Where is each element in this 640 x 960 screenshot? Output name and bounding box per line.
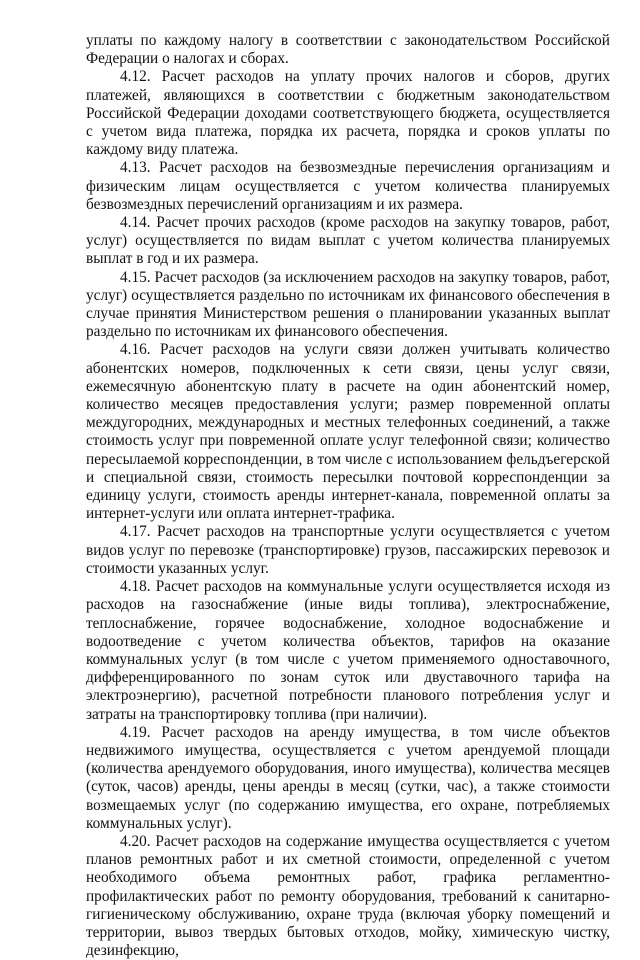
paragraph-4-17: 4.17. Расчет расходов на транспортные услуги осуществляется с учетом видов услуг по перевозке (транспортировке) грузов, пассажирских перевозок и стоимости указанных услуг. [86, 523, 610, 577]
paragraph-4-19: 4.19. Расчет расходов на аренду имущества, в том числе объектов недвижимого имущества, осуществляется с учетом арендуемой площади (количества арендуемого оборудования, иного имущества), количества месяцев (суток, часов) аренды, цены аренды в месяц (сутки, час), а также стоимости возмещаемых услуг (по содержанию имущества, его охране, потребляемых коммунальных услуг). [86, 723, 610, 832]
paragraph-4-18: 4.18. Расчет расходов на коммунальные услуги осуществляется исходя из расходов на газоснабжение (иные виды топлива), электроснабжение, теплоснабжение, горячее водоснабжение, холодное водоснабжение и водоотведение с учетом количества объектов, тарифов на оказание коммунальных услуг (в том числе с учетом применяемого одноставочного, дифференцированного по зонам суток или двуставочного тарифа на электроэнергию), расчетной потребности планового потребления услуг и затраты на транспортировку топлива (при наличии). [86, 578, 610, 723]
paragraph-4-12: 4.12. Расчет расходов на уплату прочих налогов и сборов, других платежей, являющихся в соответствии с бюджетным законодательством Российской Федерации доходами соответствующего бюджета, осуществляется с учетом вида платежа, порядка их расчета, порядка и сроков уплаты по каждому виду платежа. [86, 68, 610, 159]
paragraph-4-13: 4.13. Расчет расходов на безвозмездные перечисления организациям и физическим лицам осуществляется с учетом количества планируемых безвозмездных перечислений организациям и их размера. [86, 159, 610, 213]
paragraph-4-16: 4.16. Расчет расходов на услуги связи должен учитывать количество абонентских номеров, подключенных к сети связи, цены услуг связи, ежемесячную абонентскую плату в расчете на один абонентский номер, количество месяцев предоставления услуги; размер повременной оплаты междугородних, международных и местных телефонных соединений, а также стоимость услуг при повременной оплате услуг телефонной связи; количество пересылаемой корреспонденции, в том числе с использованием фельдъегерской и специальной связи, стоимость пересылки почтовой корреспонденции за единицу услуги, стоимость аренды интернет-канала, повременной оплаты за интернет-услуги или оплата интернет-трафика. [86, 341, 610, 523]
paragraph-4-15: 4.15. Расчет расходов (за исключением расходов на закупку товаров, работ, услуг) осуществляется раздельно по источникам их финансового обеспечения в случае принятия Министерством решения о планировании указанных выплат раздельно по источникам их финансового обеспечения. [86, 268, 610, 341]
paragraph-continuation: уплаты по каждому налогу в соответствии с законодательством Российской Федерации о налогах и сборах. [86, 32, 610, 68]
paragraph-4-14: 4.14. Расчет прочих расходов (кроме расходов на закупку товаров, работ, услуг) осуществляется по видам выплат с учетом количества планируемых выплат в год и их размера. [86, 214, 610, 268]
paragraph-4-20: 4.20. Расчет расходов на содержание имущества осуществляется с учетом планов ремонтных работ и их сметной стоимости, определенной с учетом необходимого объема ремонтных работ, графика регламентно-профилактических работ по ремонту оборудования, требований к санитарно-гигиеническому обслуживанию, охране труда (включая уборку помещений и территории, вывоз твердых бытовых отходов, мойку, химическую чистку, дезинфекцию, [86, 832, 610, 960]
